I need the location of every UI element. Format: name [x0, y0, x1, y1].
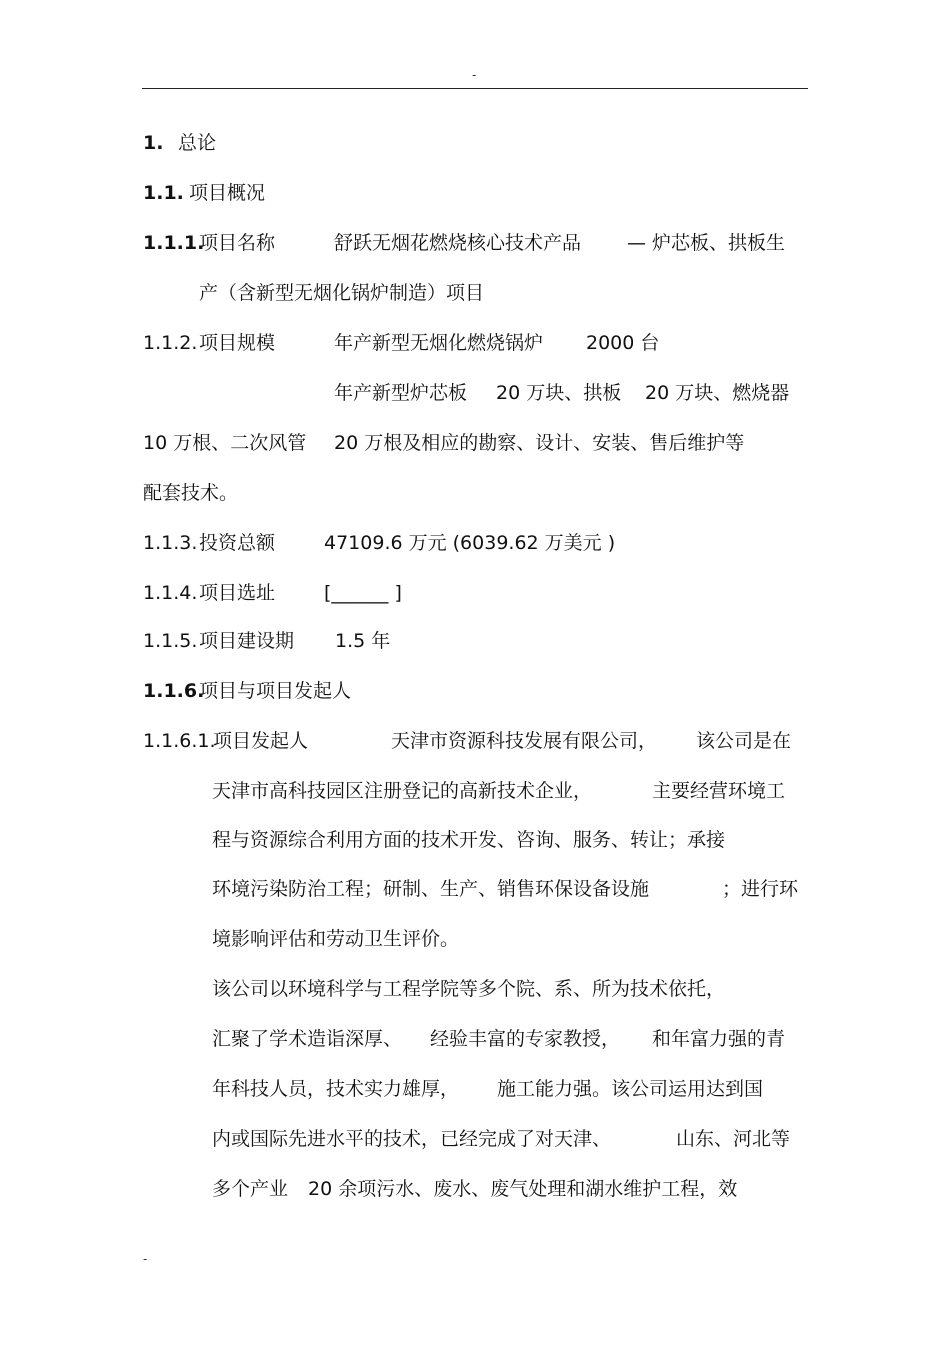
item-label: 项目发起人 [213, 730, 309, 752]
item-value: 产（含新型无烟化锅炉制造）项目 [199, 282, 485, 304]
item-number: 1.1.1. [143, 232, 205, 254]
paragraph-text: 天津市高科技园区注册登记的高新技术企业， [212, 780, 593, 802]
paragraph-text: ；进行环 [722, 878, 799, 900]
item-label: 项目选址 [199, 582, 276, 604]
item-value: 配套技术。 [143, 482, 239, 504]
item-value: 47109.6 万元 (6039.62 万美元 ) [324, 532, 616, 554]
item-value: — 炉芯板、拱板生 [627, 232, 786, 254]
paragraph-text: 20 余项污水、废水、废气处理和湖水维护工程，效 [308, 1178, 738, 1200]
item-number: 1.1.6. [143, 680, 205, 702]
paragraph-text: 施工能力强。该公司运用达到国 [497, 1078, 764, 1100]
item-value: [______ ] [324, 582, 402, 604]
item-number: 1.1.3. [143, 532, 198, 554]
paragraph-text: 主要经营环境工 [652, 780, 786, 802]
item-label: 项目名称 [199, 232, 276, 254]
section-title: 总论 [178, 132, 217, 154]
paragraph-text: 天津市资源科技发展有限公司， [391, 730, 658, 752]
paragraph-text: 汇聚了学术造诣深厚、 [212, 1028, 403, 1050]
paragraph-text: 年科技人员，技术实力雄厚， [212, 1078, 460, 1100]
footer-mark: - [143, 1252, 148, 1266]
item-value: 10 万根、二次风管 [143, 432, 307, 454]
paragraph-text: 境影响评估和劳动卫生评价。 [212, 928, 460, 950]
item-value: 20 万根及相应的勘察、设计、安装、售后维护等 [334, 432, 745, 454]
paragraph-text: 环境污染防治工程；研制、生产、销售环保设备设施 [212, 878, 650, 900]
paragraph-text: 经验丰富的专家教授， [430, 1028, 621, 1050]
item-number: 1.1.6.1. [143, 730, 216, 752]
item-value: 20 万块、燃烧器 [645, 382, 790, 404]
item-number: 1.1.5. [143, 630, 198, 652]
paragraph-text: 程与资源综合利用方面的技术开发、咨询、服务、转让；承接 [212, 829, 726, 851]
paragraph-text: 山东、河北等 [676, 1128, 791, 1150]
item-value: 20 万块、拱板 [496, 382, 622, 404]
header-rule [142, 88, 808, 89]
item-label: 项目规模 [199, 332, 276, 354]
section-number: 1. [143, 132, 164, 154]
item-number: 1.1.2. [143, 332, 198, 354]
paragraph-text: 该公司以环境科学与工程学院等多个院、系、所为技术依托， [212, 978, 726, 1000]
paragraph-text: 多个产业 [212, 1178, 289, 1200]
item-title: 项目与项目发起人 [199, 680, 352, 702]
item-value: 2000 台 [586, 332, 660, 354]
item-value: 1.5 年 [335, 630, 391, 652]
item-value: 年产新型炉芯板 [334, 382, 468, 404]
item-value: 年产新型无烟化燃烧锅炉 [334, 332, 544, 354]
section-number: 1.1. [143, 182, 184, 204]
header-mark: - [472, 68, 477, 82]
section-title: 项目概况 [189, 182, 266, 204]
paragraph-text: 内或国际先进水平的技术，已经完成了对天津、 [212, 1128, 612, 1150]
paragraph-text: 和年富力强的青 [652, 1028, 786, 1050]
item-value: 舒跃无烟花燃烧核心技术产品 [334, 232, 582, 254]
item-number: 1.1.4. [143, 582, 198, 604]
paragraph-text: 该公司是在 [696, 730, 792, 752]
item-label: 项目建设期 [199, 630, 295, 652]
item-label: 投资总额 [199, 532, 276, 554]
